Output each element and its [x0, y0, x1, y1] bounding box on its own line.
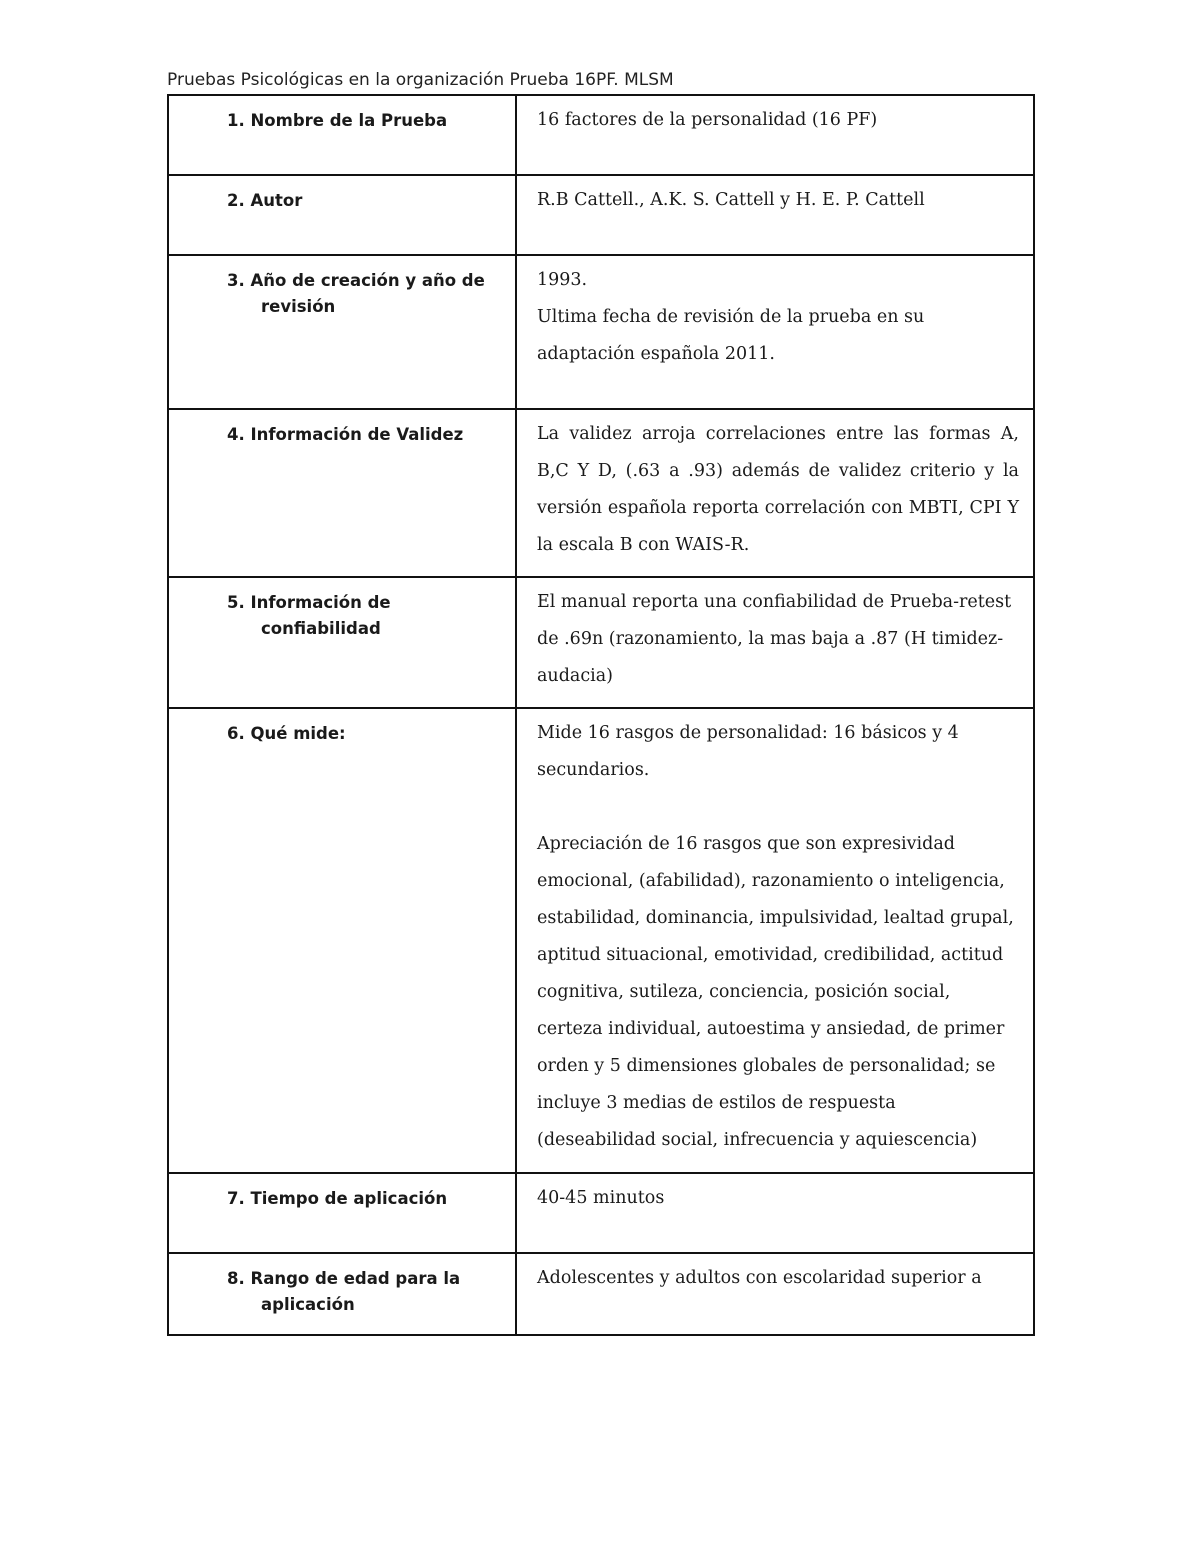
table-row [168, 255, 1034, 409]
row-value: 16 factores de la personalidad (16 PF) [537, 110, 878, 130]
row-label: 3. Año de creación y año de revisión [227, 271, 485, 316]
row-label-cell [168, 708, 516, 1173]
row-value-cell [516, 577, 1034, 708]
row-label: 4. Información de Validez [227, 425, 464, 444]
row-value: Mide 16 rasgos de personalidad: 16 básicos y 4 secundarios. [537, 723, 959, 780]
row-value: El manual reporta una confiabilidad de Prueba-retest de .69n (razonamiento, la mas baja a .87 (H timidez-audacia) [537, 592, 1012, 686]
row-label: 7. Tiempo de aplicación [227, 1189, 448, 1208]
row-value-cell [516, 95, 1034, 175]
row-value-cell [516, 708, 1034, 1173]
row-label-cell [168, 409, 516, 577]
row-label-cell [168, 175, 516, 255]
row-value-cell [516, 1253, 1034, 1335]
row-value: Ultima fecha de revisión de la prueba en su adaptación española 2011. [537, 307, 925, 364]
row-label: 8. Rango de edad para la aplicación [227, 1269, 461, 1314]
table-row [168, 1173, 1034, 1253]
row-label: 2. Autor [227, 191, 303, 210]
row-label-cell [168, 95, 516, 175]
row-value-cell [516, 255, 1034, 409]
row-label-cell [168, 1173, 516, 1253]
row-value-cell [516, 1173, 1034, 1253]
table-row [168, 1253, 1034, 1335]
row-label: 5. Información de confiabilidad [227, 593, 391, 638]
row-value-cell [516, 409, 1034, 577]
row-value: Apreciación de 16 rasgos que son expresividad emocional, (afabilidad), razonamiento o inteligencia, estabilidad, dominancia, impulsividad, lealtad grupal, aptitud situacional, emotividad, credibilidad, actitud cognitiva, sutileza, conciencia, posición social, certeza individual, autoestima y ansiedad, de primer orden y 5 dimensiones globales de personalidad; se incluye 3 medias de estilos de respuesta (deseabilidad social, infrecuencia y aquiescencia) [537, 834, 1014, 1150]
table-row [168, 95, 1034, 175]
row-label: 6. Qué mide: [227, 724, 346, 743]
row-value: 40-45 minutos [537, 1188, 665, 1208]
row-label-cell [168, 255, 516, 409]
row-value: La validez arroja correlaciones entre las formas A, B,C Y D, (.63 a .93) además de validez criterio y la versión española reporta correlación con MBTI, CPI Y la escala B con WAIS-R. [537, 424, 1019, 555]
table-row [168, 175, 1034, 255]
table-row [168, 708, 1034, 1173]
row-value: Adolescentes y adultos con escolaridad superior a [537, 1268, 982, 1288]
row-label-cell [168, 577, 516, 708]
row-value: R.B Cattell., A.K. S. Cattell y H. E. P. Cattell [537, 190, 925, 210]
table-row [168, 577, 1034, 708]
test-info-table [167, 94, 1035, 1336]
row-value: 1993. [537, 270, 588, 290]
row-label-cell [168, 1253, 516, 1335]
page-header: Pruebas Psicológicas en la organización Prueba 16PF. MLSM [167, 70, 674, 90]
row-value-cell [516, 175, 1034, 255]
table-row [168, 409, 1034, 577]
row-label: 1. Nombre de la Prueba [227, 111, 448, 130]
